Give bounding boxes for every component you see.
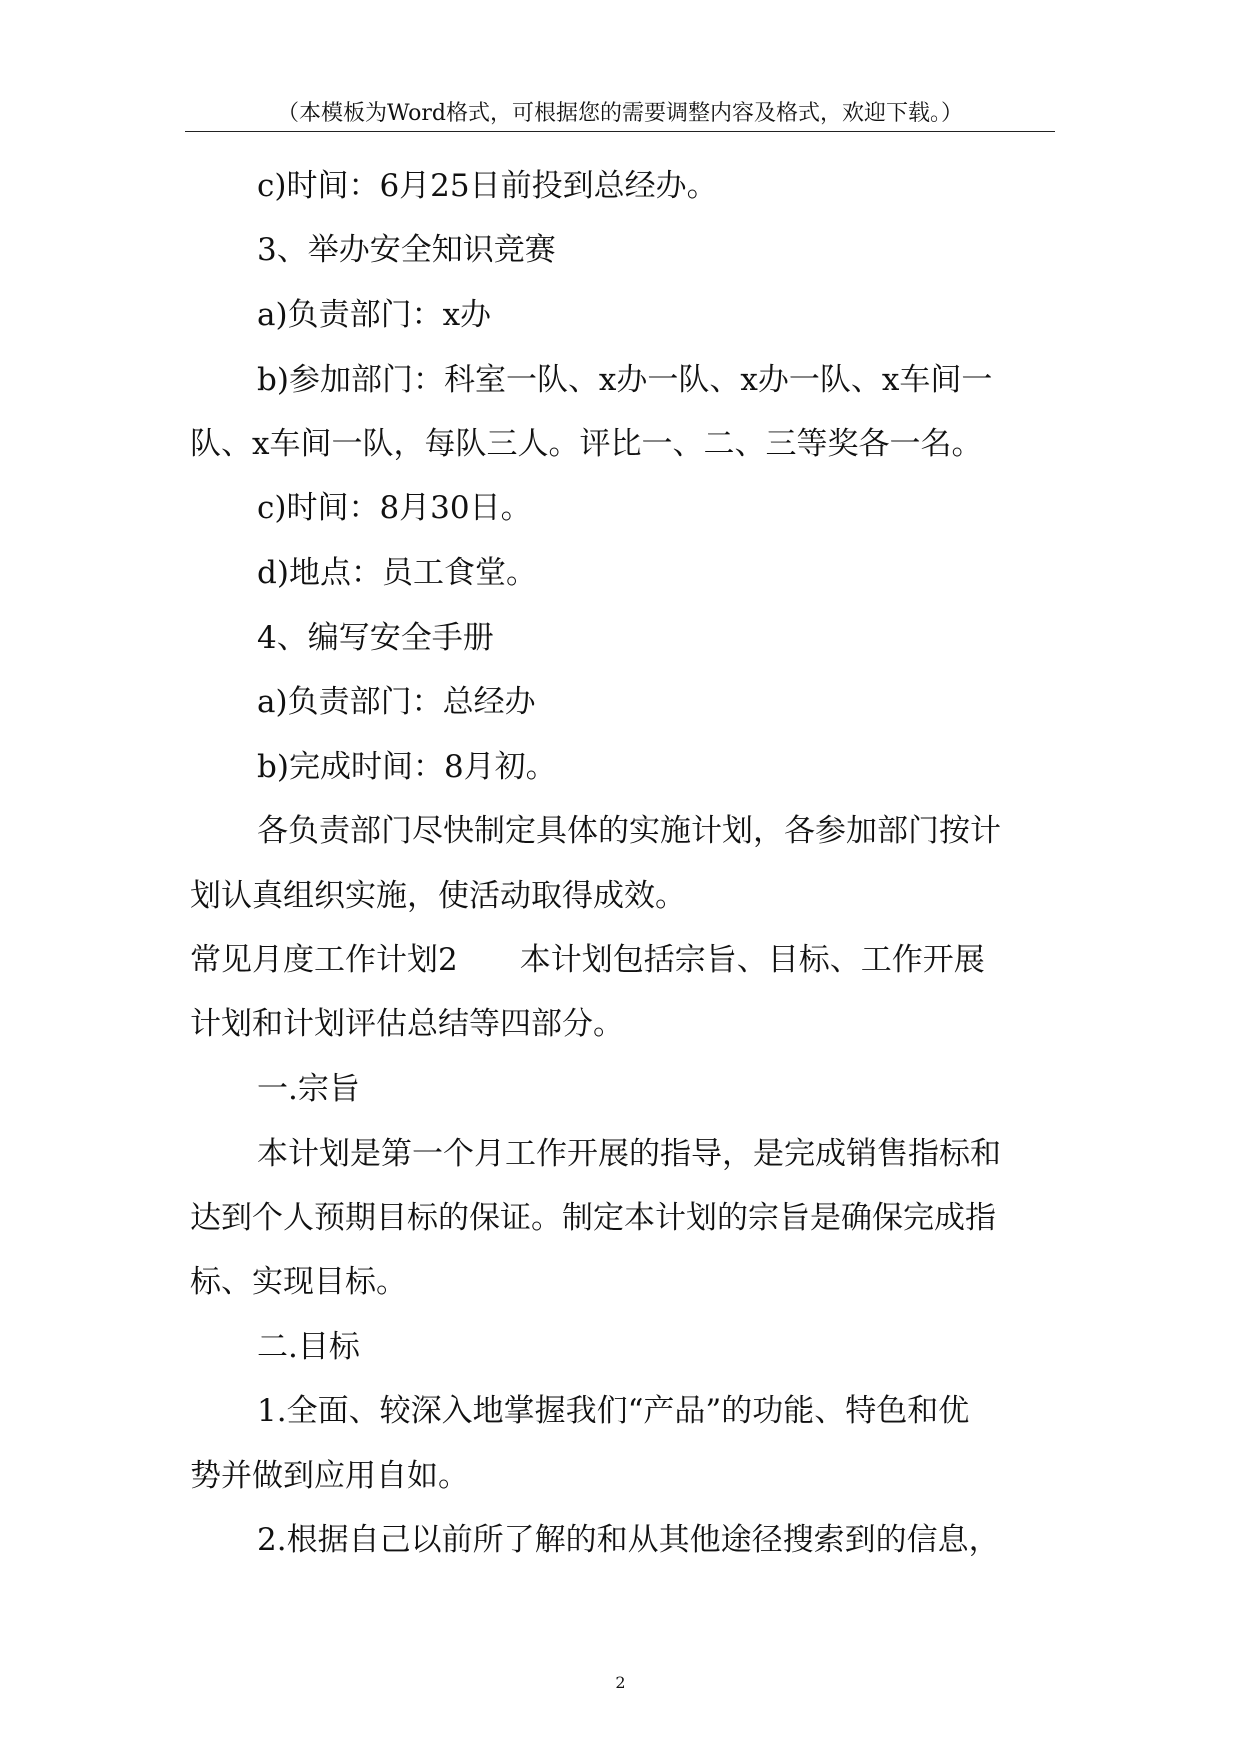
body-line: 队、x车间一队，每队三人。评比一、二、三等奖各一名。: [190, 426, 983, 462]
body-line: d)地点：员工食堂。: [257, 555, 537, 591]
body-line: 达到个人预期目标的保证。制定本计划的宗旨是确保完成指: [190, 1200, 996, 1236]
body-line: 计划和计划评估总结等四部分。: [190, 1006, 624, 1042]
body-line: c)时间：8月30日。: [257, 490, 532, 526]
body-line: 2.根据自己以前所了解的和从其他途径搜索到的信息，: [257, 1522, 1000, 1558]
body-line: 划认真组织实施，使活动取得成效。: [190, 878, 686, 914]
body-line: c)时间：6月25日前投到总经办。: [257, 168, 718, 204]
section-title: 常见月度工作计划2 本计划包括宗旨、目标、工作开展: [190, 942, 985, 978]
header-divider: [185, 131, 1055, 132]
body-line: b)参加部门：科室一队、x办一队、x办一队、x车间一: [257, 362, 993, 398]
body-line: 标、实现目标。: [190, 1264, 407, 1300]
body-line: 本计划是第一个月工作开展的指导，是完成销售指标和: [257, 1136, 1001, 1172]
section-heading: 一.宗旨: [257, 1071, 360, 1107]
body-line: 势并做到应用自如。: [190, 1458, 469, 1494]
body-line: 1.全面、较深入地掌握我们“产品”的功能、特色和优: [257, 1393, 970, 1429]
body-line: 各负责部门尽快制定具体的实施计划，各参加部门按计: [257, 813, 1001, 849]
body-line: a)负责部门：总经办: [257, 684, 536, 720]
page-header: （本模板为Word格式，可根据您的需要调整内容及格式，欢迎下载。）: [277, 101, 963, 126]
section-heading: 4、编写安全手册: [257, 620, 494, 656]
body-line: b)完成时间：8月初。: [257, 749, 557, 785]
page-number: 2: [615, 1673, 626, 1692]
section-heading: 3、举办安全知识竞赛: [257, 232, 556, 268]
body-line: a)负责部门：x办: [257, 297, 492, 333]
section-heading: 二.目标: [257, 1329, 360, 1365]
